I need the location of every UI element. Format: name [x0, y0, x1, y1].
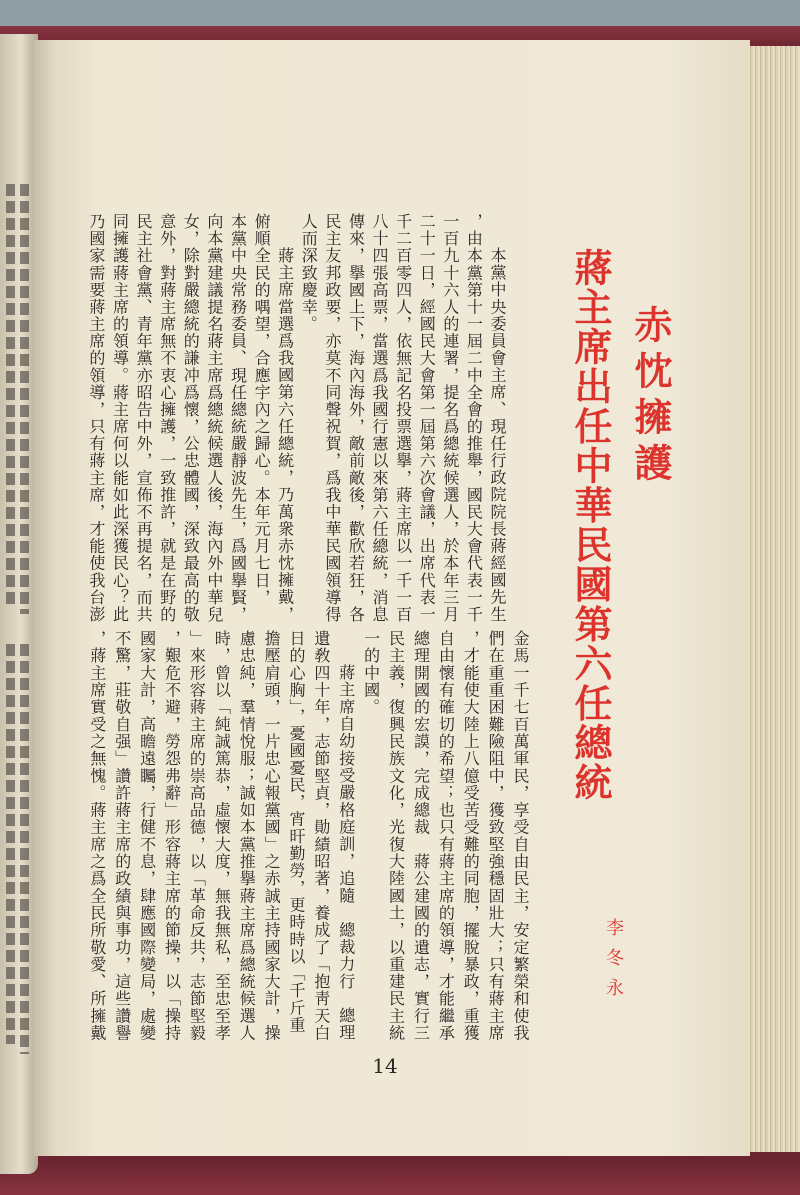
text-column: 一百九十六人的連署，提名爲總統候選人，於本年三月: [440, 213, 460, 623]
text-column: 八十四張高票，當選爲我國行憲以來第六任總統，消息: [370, 213, 390, 623]
text-column: 不驚，莊敬自强」讚許蔣主席的政績與事功，這些讚譽: [112, 630, 132, 1042]
article-title: 蔣主席出任中華民國第六任總統: [568, 248, 613, 803]
text-column: 金馬一千七百萬軍民，享受自由民主，安定繁榮和使我: [511, 630, 530, 1042]
text-column: 一的中國。: [361, 630, 381, 716]
page-number: 14: [372, 1054, 398, 1078]
text-column: 蔣主席自幼接受嚴格庭訓，追隨 總裁力行 總理: [336, 664, 356, 1042]
text-column: 傳來，擧國上下，海內海外，敵前敵後，歡欣若狂，各: [346, 213, 366, 623]
text-column: 乃國家需要蔣主席的領導，只有蔣主席，才能使我台澎: [86, 213, 106, 623]
previous-page-text-fragment: [20, 644, 29, 1054]
upper-text-block: [84, 213, 509, 625]
text-column: 本黨中央常務委員、現任總統嚴靜波先生，爲國擧賢，: [228, 213, 248, 623]
article-author: 李冬永: [603, 918, 624, 1008]
text-column: ，由本黨第十一屆二中全會的推舉，國民大會代表一千: [464, 213, 484, 623]
text-column: 同擁護蔣主席的領導。蔣主席何以能如此深獲民心？此: [110, 213, 130, 623]
text-column: 民主社會黨、青年黨亦昭告中外，宣佈不再提名，而共: [134, 213, 154, 623]
text-column: 千二百零四人，依無記名投票選擧，蔣主席以一千一百: [393, 213, 413, 623]
text-column: 女，除對嚴總統的謙冲爲懷，公忠體國，深致最高的敬: [181, 213, 201, 623]
text-column: 俯順全民的喁望，合應宇內之歸心。本年元月七日，: [252, 213, 272, 606]
previous-page-edge: [0, 34, 38, 1174]
text-column: 國家大計，高瞻遠矚，行健不息，肆應國際變局，處變: [137, 630, 157, 1042]
text-column: 民主友邦政要，亦莫不同聲祝賀，爲我中華民國領導得: [322, 213, 342, 623]
text-column: 民主義，復興民族文化，光復大陸國土，以重建民主統: [386, 630, 406, 1042]
text-column: ，才能使大陸上八億受苦受難的同胞，擺脫暴政，重獲: [461, 630, 481, 1042]
text-column: ，蔣主席實受之無愧。蔣主席之爲全民所敬愛、所擁戴: [87, 630, 107, 1042]
text-column: 慮忠純，羣情悅服；誠如本黨推擧蔣主席爲總統候選人: [237, 630, 257, 1042]
text-column: 遺敎四十年，志節堅貞，勛績昭著，養成了「抱靑天白: [311, 630, 331, 1042]
text-column: 總理開國的宏謨，完成總裁 蔣公建國的遺志，實行三: [411, 630, 431, 1042]
text-column: 人而深致慶幸。: [299, 213, 319, 333]
text-column: ，艱危不避，勞怨弗辭」形容蔣主席的節操，以「操持: [162, 630, 182, 1042]
lower-text-block: [84, 630, 532, 1044]
article-tag: 赤忱擁護: [628, 305, 673, 489]
previous-page-text-fragment: [6, 184, 15, 604]
text-column: 本黨中央委員會主席、現任行政院院長蔣經國先生: [488, 247, 507, 623]
previous-page-text-fragment: [6, 644, 15, 1044]
text-column: 二十一日，經國民大會第一屆第六次會議，出席代表一: [417, 213, 437, 623]
text-column: 自由懷有確切的希望；也只有蔣主席的領導，才能繼承: [436, 630, 456, 1042]
text-column: 蔣主席當選爲我國第六任總統，乃萬衆赤忱擁戴，: [275, 247, 295, 623]
text-column: 時，曾以「純誠篤恭，虛懷大度，無我無私，至忠至孝: [212, 630, 232, 1042]
text-column: 意外，對蔣主席無不衷心擁護，一致推許，就是在野的: [157, 213, 177, 623]
text-column: 向本黨建議提名蔣主席爲總統候選人後，海內外中華兒: [204, 213, 224, 623]
previous-page-text-fragment: [20, 184, 29, 614]
text-column: 擔壓肩頭，一片忠心報黨國」之赤誠主持國家大計，操: [262, 630, 282, 1042]
page-stack-edges: [748, 46, 800, 1152]
text-column: 日的心胸」，憂國憂民，宵旰勤勞，更時時以「千斤重: [286, 630, 306, 1034]
text-column: 」來形容蔣主席的崇高品德，以「革命反共，志節堅毅: [187, 630, 207, 1042]
text-column: 們在重重困難險阻中，獲致堅強穩固壯大；只有蔣主席: [486, 630, 506, 1042]
